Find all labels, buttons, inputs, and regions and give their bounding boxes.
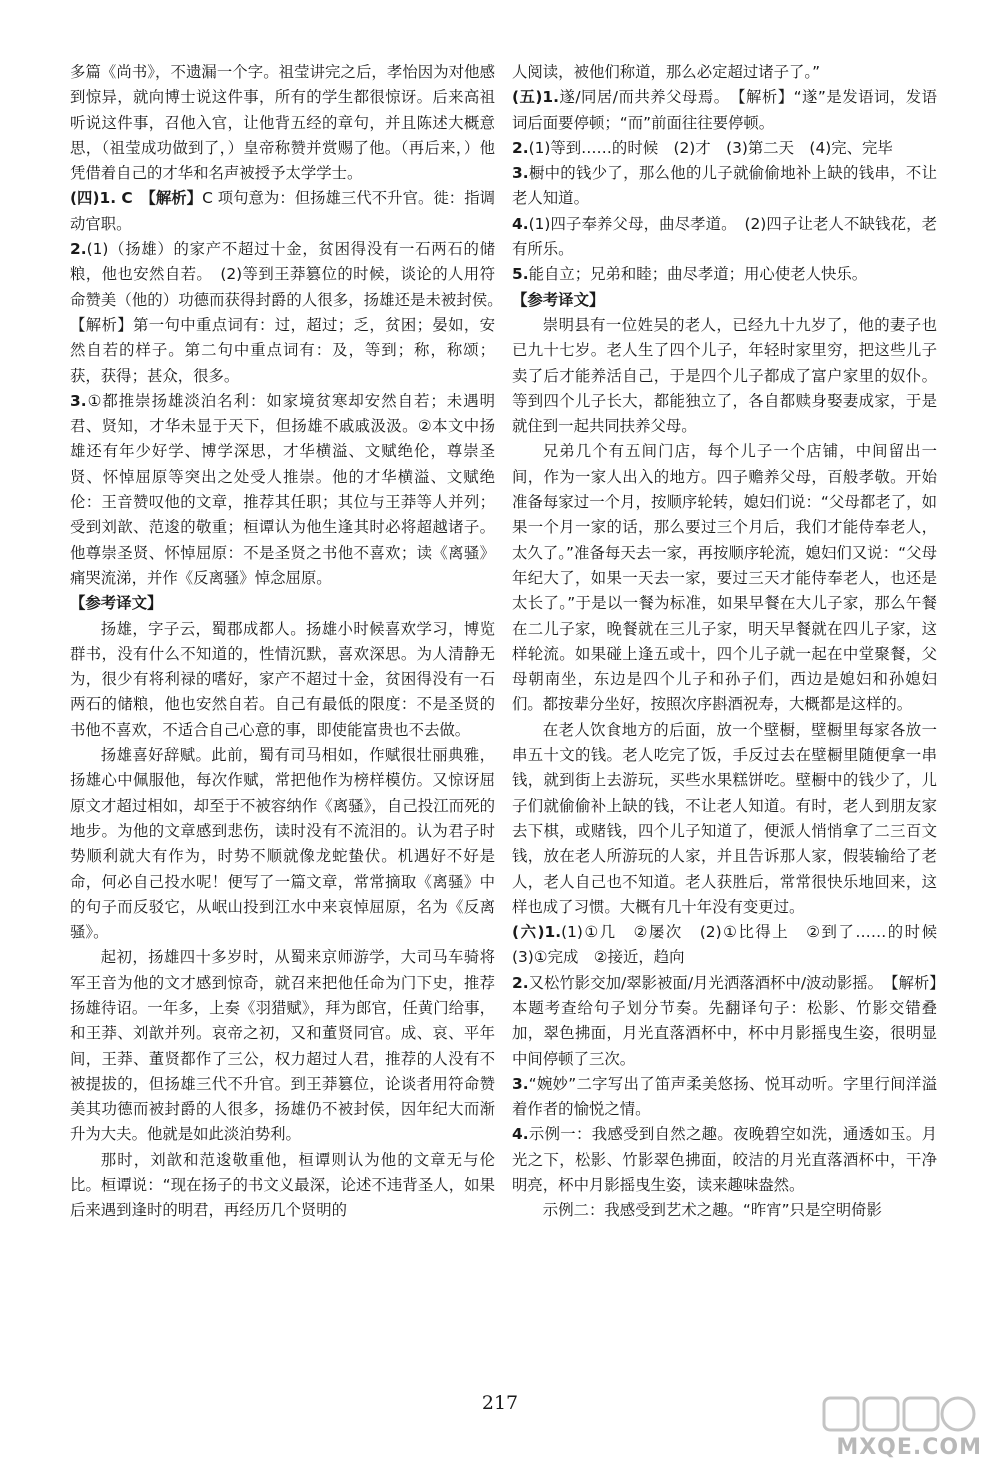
- paragraph-text: 又松竹影交加/翠影被面/月光洒落酒杯中/波动影摇。 【解析】本题考查给句子划分节奏。先翻译句子：松影、竹影交错叠加，翠色拂面，月光直落酒杯中，杯中月影摇曳生姿，很明显中间停顿了三次。: [512, 973, 937, 1068]
- paragraph-text: 扬雄喜好辞赋。此前，蜀有司马相如，作赋很壮丽典雅，扬雄心中佩服他，每次作赋，常把他作为榜样模仿。又惊讶屈原文才超过相如，却至于不被容纳作《离骚》，自己投江而死的地步。为他的文章感到悲伤，读时没有不流泪的。认为君子时势顺利就大有作为，时势不顺就像龙蛇蛰伏。机遇好不好是命，何必自己投水呢！便写了一篇文章，常常摘取《离骚》中的句子而反驳它，从岷山投到江水中来哀悼屈原，名为《反离骚》。: [70, 746, 495, 942]
- question-number: 5.: [512, 265, 529, 284]
- left-paragraph: [70, 945, 495, 1147]
- right-paragraph: [512, 1072, 937, 1123]
- right-column: [512, 60, 953, 1224]
- right-paragraph: [512, 313, 937, 439]
- question-number: (四)1. C 【解析】: [70, 189, 203, 208]
- paragraph-text: (1)等到……的时候 (2)才 (3)第二天 (4)完、完毕: [528, 138, 893, 157]
- watermark-text: MXQE.COM: [836, 1435, 982, 1460]
- right-paragraph: [512, 262, 937, 287]
- right-paragraph: [512, 920, 953, 971]
- left-paragraph: [70, 60, 495, 186]
- question-number: (五)1.: [512, 88, 559, 107]
- question-number: 2.: [512, 973, 529, 992]
- right-paragraph: [512, 718, 937, 920]
- left-column: [70, 60, 511, 1224]
- question-number: 4.: [512, 214, 529, 233]
- paragraph-text: 能自立；兄弟和睦；曲尽孝道；用心使老人快乐。: [528, 265, 868, 284]
- question-number: 4.: [512, 1125, 529, 1144]
- left-paragraph: [70, 186, 495, 237]
- paragraph-text: ①都推崇扬雄淡泊名利：如家境贫寒却安然自若；未遇明君、贤知，才华未显于天下，但扬雄不戚戚汲汲。②本文中扬雄还有年少好学、博学深思，才华横溢、文赋绝伦，尊崇圣贤、怀悼屈原等突出之处受人推崇。他的才华横溢、文赋绝伦：王音赞叹他的文章，推荐其任职；其位与王莽等人并列；受到刘歆、范逡的敬重；桓谭认为他生逢其时必将超越诸子。他尊崇圣贤、怀悼屈原：不是圣贤之书他不喜欢；读《离骚》痛哭流涕，并作《反离骚》悼念屈原。: [70, 391, 495, 587]
- right-paragraph: [512, 60, 937, 85]
- paragraph-text: (1)①几 ②屡次 (2)①比得上 ②到了……的时候 (3)①完成 ②接近，趋向: [512, 923, 953, 967]
- paragraph-text: 扬雄，字子云，蜀郡成都人。扬雄小时候喜欢学习，博览群书，没有什么不知道的，性情沉默，喜欢深思。为人清静无为，很少有将利禄的嗜好，家产不超过十金，贫困得没有一石两石的储粮，他也安然自若。自己有最低的限度：不是圣贤的书他不喜欢，不适合自己心意的事，即使能富贵也不去做。: [70, 619, 495, 739]
- left-paragraph: [70, 591, 495, 616]
- paragraph-text: 多篇《尚书》，不遗漏一个字。祖莹讲完之后，孝怡因为对他感到惊异，就向博士说这件事，所有的学生都很惊讶。后来高祖听说这件事，召他入官，让他背五经的章句，并且陈述大概意思，（祖莹成功做到了，）皇帝称赞并赏赐了他。（再后来，）他凭借着自己的才华和名声被授予太学学士。: [70, 63, 495, 183]
- page-number: 217: [481, 1392, 519, 1414]
- paragraph-text: 遂/同居/而共养父母焉。 【解析】“遂”是发语词，发语词后面要停顿；“而”前面往往要停顿。: [512, 88, 938, 132]
- paragraph-text: 橱中的钱少了，那么他的儿子就偷偷地补上缺的钱串，不让老人知道。: [512, 164, 937, 208]
- watermark: [810, 1394, 990, 1464]
- left-paragraph: [70, 237, 511, 389]
- paragraph-text: 起初，扬雄四十多岁时，从蜀来京师游学，大司马车骑将军王音为他的文才感到惊奇，就召来把他任命为门下史，推荐扬雄待诏。一年多，上奏《羽猎赋》，拜为郎官，任黄门给事，和王莽、刘歆并列。哀帝之初，又和董贤同官。成、哀、平年间，王莽、董贤都作了三公，权力超过人君，推荐的人没有不被提拔的，但扬雄三代不升官。到王莽篡位，论谈者用符命赞美其功德而被封爵的人很多，扬雄仍不被封侯，因年纪大而渐升为大夫。他就是如此淡泊势利。: [70, 948, 495, 1144]
- left-paragraph: [70, 389, 495, 591]
- right-paragraph: [512, 212, 937, 263]
- paragraph-text: 那时，刘歆和范逡敬重他，桓谭则认为他的文章无与伦比。桓谭说：“现在扬子的书文义最深，论述不违背圣人，如果后来遇到逢时的明君，再经历几个贤明的: [70, 1150, 495, 1220]
- question-number: (六)1.: [512, 923, 562, 942]
- paragraph-text: 【参考译文】: [512, 290, 605, 309]
- paragraph-text: 人阅读，被他们称道，那么必定超过诸子了。”: [512, 63, 821, 81]
- question-number: 3.: [512, 1074, 529, 1093]
- right-paragraph: [512, 1198, 937, 1223]
- paragraph-text: 兄弟几个有五间门店，每个儿子一个店铺，中间留出一间，作为一家人出入的地方。四子赡养父母，百般孝敬。开始准备每家过一个月，按顺序轮转，媳妇们说：“父母都老了，如果一个月一家的话，那么要过三个月后，我们才能侍奉老人，太久了。”准备每天去一家，再按顺序轮流，媳妇们又说：“父母年纪大了，如果一天去一家，要过三天才能侍奉老人，也还是太长了。”于是以一餐为标准，如果早餐在大儿子家，那么午餐在二儿子家，晚餐就在三儿子家，明天早餐就在四儿子家，这样轮流。如果碰上逢五或十，四个儿子就一起在中堂聚餐，父母朝南坐，东边是四个儿子和孙子们，西边是媳妇和孙媳妇们。都按辈分坐好，按照次序斟酒祝寿，大概都是这样的。: [512, 442, 937, 714]
- paragraph-text: (1)（扬雄）的家产不超过十金，贫困得没有一石两石的储粮，他也安然自若。 (2)等到王莽篡位的时候，谈论的人用符命赞美（他的）功德而获得封爵的人很多，扬雄还是未被封侯。 【解析】第一句中重点词有：过，超过；乏，贫困；晏如，安然自若的样子。第二句中重点词有：及，等到；称，称颂；获，获得；甚众，很多。: [70, 240, 511, 385]
- right-paragraph: [512, 439, 937, 717]
- right-paragraph: [512, 288, 937, 313]
- right-paragraph: [512, 161, 937, 212]
- left-paragraph: [70, 743, 495, 945]
- paragraph-text: 【参考译文】: [70, 594, 163, 613]
- left-paragraph: [70, 617, 495, 743]
- paragraph-text: 崇明县有一位姓吴的老人，已经九十九岁了，他的妻子也已九十七岁。老人生了四个儿子，年轻时家里穷，把这些儿子卖了后才能养活自己，于是四个儿子都成了富户家里的奴仆。等到四个儿子长大，都能独立了，各自都赎身娶妻成家，于是就住到一起共同扶养父母。: [512, 315, 937, 436]
- right-paragraph: [512, 1122, 937, 1198]
- right-paragraph: [512, 85, 937, 136]
- watermark-logo-icon: [820, 1394, 980, 1434]
- question-number: 2.: [512, 138, 529, 157]
- right-paragraph: [512, 971, 937, 1072]
- right-paragraph: [512, 136, 937, 161]
- paragraph-text: (1)四子奉养父母，曲尽孝道。 (2)四子让老人不缺钱花，老有所乐。: [512, 214, 937, 259]
- paragraph-text: C 项句意为：但扬雄三代不升官。徙：指调动官职。: [70, 189, 496, 233]
- paragraph-text: 在老人饮食地方的后面，放一个壁橱，壁橱里每家各放一串五十文的钱。老人吃完了饭，手反过去在壁橱里随便拿一串钱，就到街上去游玩，买些水果糕饼吃。壁橱中的钱少了，儿子们就偷偷补上缺的钱，不让老人知道。有时，老人到朋友家去下棋，或赌钱，四个儿子知道了，便派人悄悄拿了二三百文钱，放在老人所游玩的人家，并且告诉那人家，假装输给了老人，老人自己也不知道。老人获胜后，常常很快乐地回来，这样也成了习惯。大概有几十年没有变更过。: [512, 720, 937, 916]
- paragraph-text: 示例一：我感受到自然之趣。夜晚碧空如洗，通透如玉。月光之下，松影、竹影翠色拂面，皎洁的月光直落酒杯中，干净明亮，杯中月影摇曳生姿，读来趣味盎然。: [512, 1125, 937, 1195]
- question-number: 3.: [70, 391, 87, 410]
- question-number: 2.: [70, 240, 87, 259]
- left-paragraph: [70, 1148, 495, 1224]
- paragraph-text: 示例二：我感受到艺术之趣。“昨宵”只是空明倚影: [542, 1201, 882, 1220]
- paragraph-text: “婉妙”二字写出了笛声柔美悠扬、悦耳动听。字里行间洋溢着作者的愉悦之情。: [512, 1074, 937, 1119]
- question-number: 3.: [512, 164, 529, 183]
